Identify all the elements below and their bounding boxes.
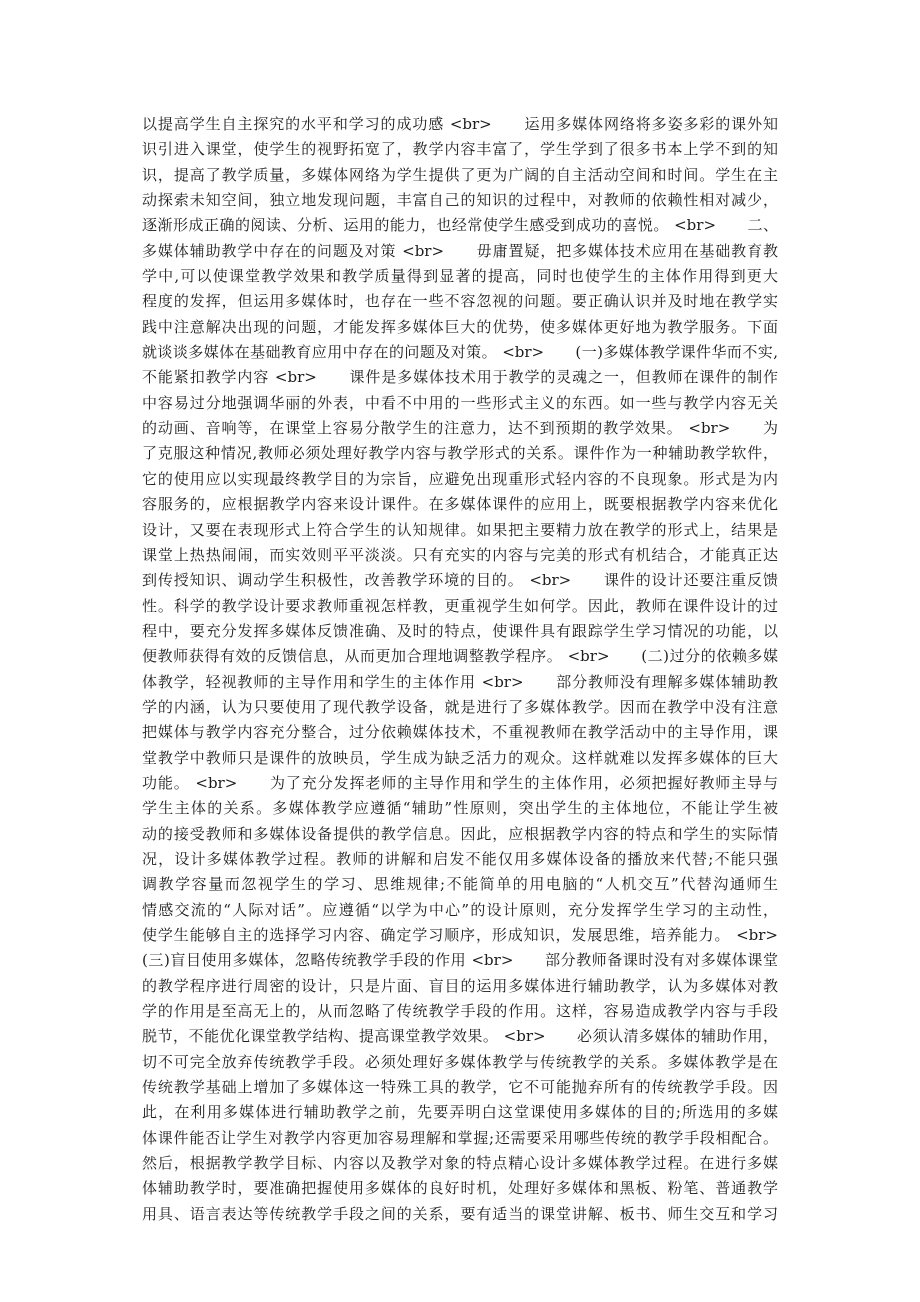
text-line: 堂教学中教师只是课件的放映员，学生成为缺乏活力的观众。这样就难以发挥多媒体的巨大: [142, 748, 778, 767]
text-line: 用具、语言表达等传统教学手段之间的关系，要有适当的课堂讲解、板书、师生交互和学习: [142, 1204, 778, 1223]
text-line: 传统教学基础上增加了多媒体这一特殊工具的教学，它不可能抛弃所有的传统教学手段。因: [142, 1078, 778, 1097]
text-line: 调教学容量而忽视学生的学习、思维规律;不能简单的用电脑的“人机交互”代替沟通师生: [142, 875, 778, 894]
text-line: 学的内涵，认为只要使用了现代教学设备，就是进行了多媒体教学。因而在教学中没有注意: [142, 697, 778, 716]
text-line: 到传授知识、调动学生积极性，改善教学环境的目的。 <br> 课件的设计还要注重反馈: [142, 571, 778, 590]
text-line: 设计，又要在表现形式上符合学生的认知规律。如果把主要精力放在教学的形式上，结果是: [142, 520, 778, 539]
text-line: 体辅助教学时，要准确把握使用多媒体的良好时机，处理好多媒体和黑板、粉笔、普通教学: [142, 1179, 778, 1198]
text-line: 的动画、音响等，在课堂上容易分散学生的注意力，达不到预期的教学效果。 <br> 为: [142, 419, 778, 438]
text-line: 程度的发挥，但运用多媒体时，也存在一些不容忽视的问题。要正确认识并及时地在教学实: [142, 292, 778, 311]
text-line: 不能紧扣教学内容 <br> 课件是多媒体技术用于教学的灵魂之一，但教师在课件的制作: [142, 368, 778, 387]
text-line: 逐渐形成正确的阅读、分析、运用的能力，也经常使学生感受到成功的喜悦。 <br> 二、: [142, 216, 778, 235]
body-text: [142, 112, 778, 1227]
text-line: 然后，根据教学教学目标、内容以及教学对象的特点精心设计多媒体教学过程。在进行多媒: [142, 1154, 778, 1173]
text-line: 便教师获得有效的反馈信息，从而更加合理地调整教学程序。 <br> (二)过分的依赖多媒: [142, 647, 778, 666]
text-line: 使学生能够自主的选择学习内容、确定学习顺序，形成知识，发展思维，培养能力。 <br>: [142, 926, 778, 944]
text-line: (三)盲目使用多媒体，忽略传统教学手段的作用 <br> 部分教师备课时没有对多媒体课堂: [142, 951, 778, 970]
text-line: 功能。 <br> 为了充分发挥老师的主导作用和学生的主体作用，必须把握好教师主导与: [142, 773, 778, 792]
text-line: 识引进入课堂，使学生的视野拓宽了，教学内容丰富了，学生学到了很多书本上学不到的知: [142, 140, 778, 159]
text-line: 识，提高了教学质量，多媒体网络为学生提供了更为广阔的自主活动空间和时间。学生在主: [142, 165, 778, 184]
text-line: 体课件能否让学生对教学内容更加容易理解和掌握;还需要采用哪些传统的教学手段相配合。: [142, 1128, 778, 1147]
text-line: 容服务的，应根据教学内容来设计课件。在多媒体课件的应用上，既要根据教学内容来优化: [142, 495, 778, 514]
text-line: 课堂上热热闹闹，而实效则平平淡淡。只有充实的内容与完美的形式有机结合，才能真正达: [142, 545, 778, 564]
text-line: 了克服这种情况,教师必须处理好教学内容与教学形式的关系。课件作为一种辅助教学软件，: [142, 444, 778, 463]
text-line: 程中，要充分发挥多媒体反馈准确、及时的特点，使课件具有跟踪学生学习情况的功能，以: [142, 621, 778, 640]
text-line: 情感交流的“人际对话”。应遵循“以学为中心”的设计原则，充分发挥学生学习的主动性，: [142, 900, 778, 919]
text-line: 况，设计多媒体教学过程。教师的讲解和启发不能仅用多媒体设备的播放来代替;不能只强: [142, 849, 778, 868]
text-line: 动探索未知空间，独立地发现问题，丰富自己的知识的过程中，对教师的依赖性相对减少，: [142, 191, 778, 210]
text-line: 把媒体与教学内容充分整合，过分依赖媒体技术，不重视教师在教学活动中的主导作用，课: [142, 723, 778, 742]
text-line: 脱节，不能优化课堂教学结构、提高课堂教学效果。 <br> 必须认清多媒体的辅助作用，: [142, 1027, 778, 1046]
text-line: 中容易过分地强调华丽的外表，中看不中用的一些形式主义的东西。如一些与教学内容无关: [142, 393, 778, 412]
text-line: 践中注意解决出现的问题，才能发挥多媒体巨大的优势，使多媒体更好地为教学服务。下面: [142, 317, 778, 336]
text-line: 学的作用是至高无上的，从而忽略了传统教学手段的作用。这样，容易造成教学内容与手段: [142, 1002, 778, 1021]
text-line: 学中,可以使课堂教学效果和教学质量得到显著的提高，同时也使学生的主体作用得到更大: [142, 267, 778, 286]
text-line: 切不可完全放弃传统教学手段。必须处理好多媒体教学与传统教学的关系。多媒体教学是在: [142, 1052, 778, 1071]
text-line: 多媒体辅助教学中存在的问题及对策 <br> 毋庸置疑，把多媒体技术应用在基础教育教: [142, 241, 778, 260]
text-line: 学生主体的关系。多媒体教学应遵循“辅助”性原则，突出学生的主体地位，不能让学生被: [142, 799, 778, 818]
text-line: 此，在利用多媒体进行辅助教学之前，先要弄明白这堂课使用多媒体的目的;所选用的多媒: [142, 1103, 778, 1122]
text-line: 以提高学生自主探究的水平和学习的成功感 <br> 运用多媒体网络将多姿多彩的课外知: [142, 115, 778, 133]
text-line: 动的接受教师和多媒体设备提供的教学信息。因此，应根据教学内容的特点和学生的实际情: [142, 824, 778, 843]
text-line: 它的使用应以实现最终教学目的为宗旨，应避免出现重形式轻内容的不良现象。形式是为内: [142, 469, 778, 488]
text-line: 性。科学的教学设计要求教师重视怎样教，更重视学生如何学。因此，教师在课件设计的过: [142, 596, 778, 615]
text-line: 就谈谈多媒体在基础教育应用中存在的问题及对策。 <br> (一)多媒体教学课件华而不实,: [142, 343, 778, 362]
text-line: 体教学，轻视教师的主导作用和学生的主体作用 <br> 部分教师没有理解多媒体辅助教: [142, 672, 778, 691]
text-line: 的教学程序进行周密的设计，只是片面、盲目的运用多媒体进行辅助教学，认为多媒体对教: [142, 976, 778, 995]
